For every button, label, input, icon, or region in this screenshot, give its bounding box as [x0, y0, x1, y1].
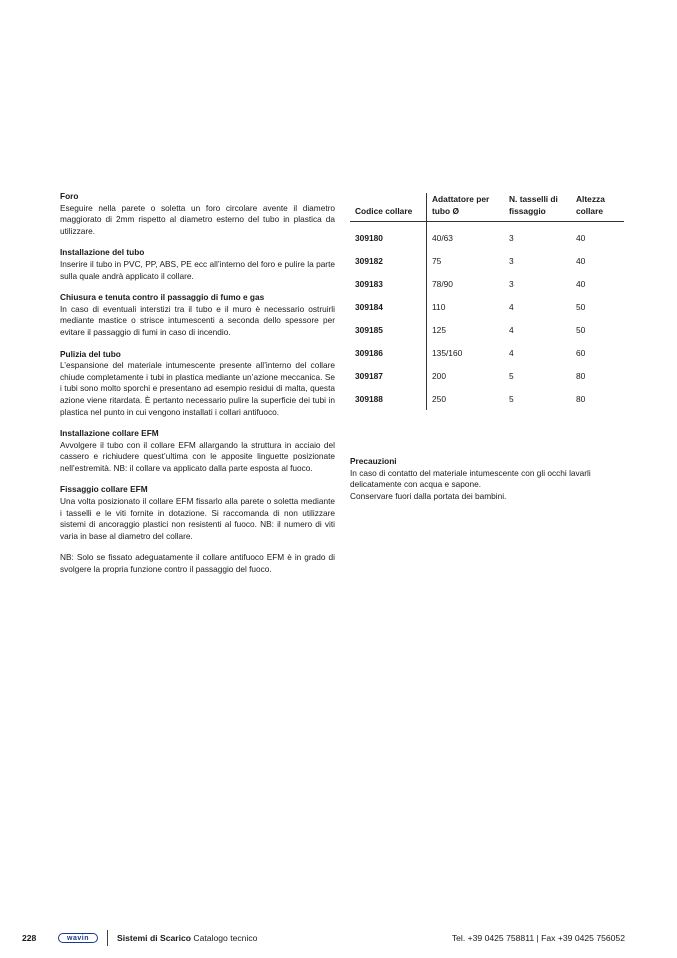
- catalog-title: [117, 933, 257, 943]
- header-adattatore: Adattatore per tubo Ø: [427, 193, 505, 222]
- cell-height: 80: [576, 370, 586, 381]
- table-row: [350, 295, 624, 318]
- catalog-title-rest: Catalogo tecnico: [191, 933, 258, 943]
- table-row: [350, 318, 624, 341]
- cell-height: 50: [576, 324, 586, 335]
- section-title: Foro: [60, 191, 79, 201]
- cell-anchors: 5: [509, 370, 514, 381]
- installation-instructions: [60, 191, 335, 586]
- cell-height: 60: [576, 347, 586, 358]
- cell-adapter: 200: [427, 364, 505, 387]
- cell-anchors: 4: [509, 301, 514, 312]
- cell-adapter: 125: [427, 318, 505, 341]
- footer-divider: [107, 930, 108, 946]
- cell-height: 40: [576, 232, 586, 243]
- note-text: NB: Solo se fissato adeguatamente il collare antifuoco EFM è in grado di svolgere la propria funzione contro il passaggio del fuoco.: [60, 552, 335, 575]
- section-text: Una volta posizionato il collare EFM fissarlo alla parete o soletta mediante i tasselli e le viti fornite in dotazione. Si raccomanda di non utilizzare sistemi di ancoraggio plastici non resistenti al fuoco. NB: il numero di viti varia in base al diametro del collare.: [60, 496, 335, 541]
- cell-anchors: 4: [509, 324, 514, 335]
- section-chiusura: [60, 292, 335, 338]
- section-text: In caso di eventuali interstizi tra il tubo e il muro è necessario ostruirli mediante mastice o strisce intumescenti a seconda dello spessore per evitare il passaggio di fumi in caso di incendio.: [60, 303, 335, 337]
- cell-code: 309180: [355, 232, 383, 243]
- cell-anchors: 4: [509, 347, 514, 358]
- wavin-logo: wavin: [58, 933, 98, 943]
- section-text: L’espansione del materiale intumescente presente all’interno del collare chiude completamente i tubi in plastica mediante un’azione meccanica. Se i tubi sono molto sporchi e presentano ad esempio residui di malta, questa azione viene ritardata. È pertanto necessario pulire la superficie dei tubi in plastica nel punto in cui vengono installati i collari antifuoco.: [60, 360, 335, 417]
- cell-code: 309188: [355, 393, 383, 404]
- table-row: [350, 249, 624, 272]
- section-pulizia: [60, 349, 335, 419]
- table-header-row: [350, 193, 624, 222]
- table-row: [350, 222, 624, 250]
- header-altezza: Altezza collare: [571, 193, 624, 222]
- cell-code: 309183: [355, 278, 383, 289]
- cell-adapter: 40/63: [427, 222, 505, 250]
- section-text: Eseguire nella parete o soletta un foro circolare avente il diametro maggiorato di 2mm rispetto al diametro esterno del tubo in plastica da utilizzare.: [60, 202, 335, 236]
- table-row: [350, 341, 624, 364]
- precautions-title: Precauzioni: [350, 456, 397, 466]
- header-tasselli: N. tasselli di fissaggio: [504, 193, 571, 222]
- cell-height: 80: [576, 393, 586, 404]
- precautions-line: In caso di contatto del materiale intumescente con gli occhi lavarli delicatamente con acqua e sapone.: [350, 467, 591, 490]
- cell-code: 309182: [355, 255, 383, 266]
- page-number: 228: [22, 933, 37, 943]
- contact-info: Tel. +39 0425 758811 | Fax +39 0425 756052: [451, 933, 625, 943]
- section-title: Chiusura e tenuta contro il passaggio di fumo e gas: [60, 292, 265, 303]
- page-footer: [22, 930, 625, 946]
- cell-height: 40: [576, 255, 586, 266]
- cell-adapter: 78/90: [427, 272, 505, 295]
- cell-adapter: 135/160: [427, 341, 505, 364]
- catalog-title-bold: Sistemi di Scarico: [117, 933, 192, 943]
- cell-adapter: 75: [427, 249, 505, 272]
- section-installazione-tubo: [60, 247, 335, 282]
- section-text: Avvolgere il tubo con il collare EFM allargando la struttura in acciaio del cassero e richiudere quest’ultima con le apposite linguette posizionate nell’estremità. NB: il collare va applicato dalla parte esposta al fuoco.: [60, 439, 335, 473]
- cell-anchors: 3: [509, 232, 514, 243]
- section-installazione-collare: [60, 428, 335, 474]
- section-text: Inserire il tubo in PVC, PP, ABS, PE ecc all’interno del foro e pulire la parte sulla quale andrà applicato il collare.: [60, 258, 335, 281]
- cell-code: 309184: [355, 301, 383, 312]
- section-title: Fissaggio collare EFM: [60, 484, 148, 495]
- cell-height: 40: [576, 278, 586, 289]
- table-row: [350, 364, 624, 387]
- table-row: [350, 387, 624, 410]
- cell-code: 309185: [355, 324, 383, 335]
- header-codice: Codice collare: [350, 193, 427, 222]
- cell-adapter: 110: [427, 295, 505, 318]
- section-fissaggio: [60, 484, 335, 542]
- precautions-line: Conservare fuori dalla portata dei bambini.: [350, 490, 507, 501]
- cell-code: 309186: [355, 347, 383, 358]
- table-row: [350, 272, 624, 295]
- section-title: Installazione del tubo: [60, 247, 145, 258]
- cell-anchors: 5: [509, 393, 514, 404]
- cell-anchors: 3: [509, 278, 514, 289]
- section-title: Pulizia del tubo: [60, 348, 121, 359]
- precautions-section: [350, 456, 624, 502]
- cell-code: 309187: [355, 370, 383, 381]
- cell-anchors: 3: [509, 255, 514, 266]
- section-title: Installazione collare EFM: [60, 428, 159, 439]
- cell-height: 50: [576, 301, 586, 312]
- product-table: [350, 193, 624, 410]
- product-column: [350, 193, 624, 502]
- note-section: [60, 552, 335, 575]
- cell-adapter: 250: [427, 387, 505, 410]
- section-foro: [60, 191, 335, 237]
